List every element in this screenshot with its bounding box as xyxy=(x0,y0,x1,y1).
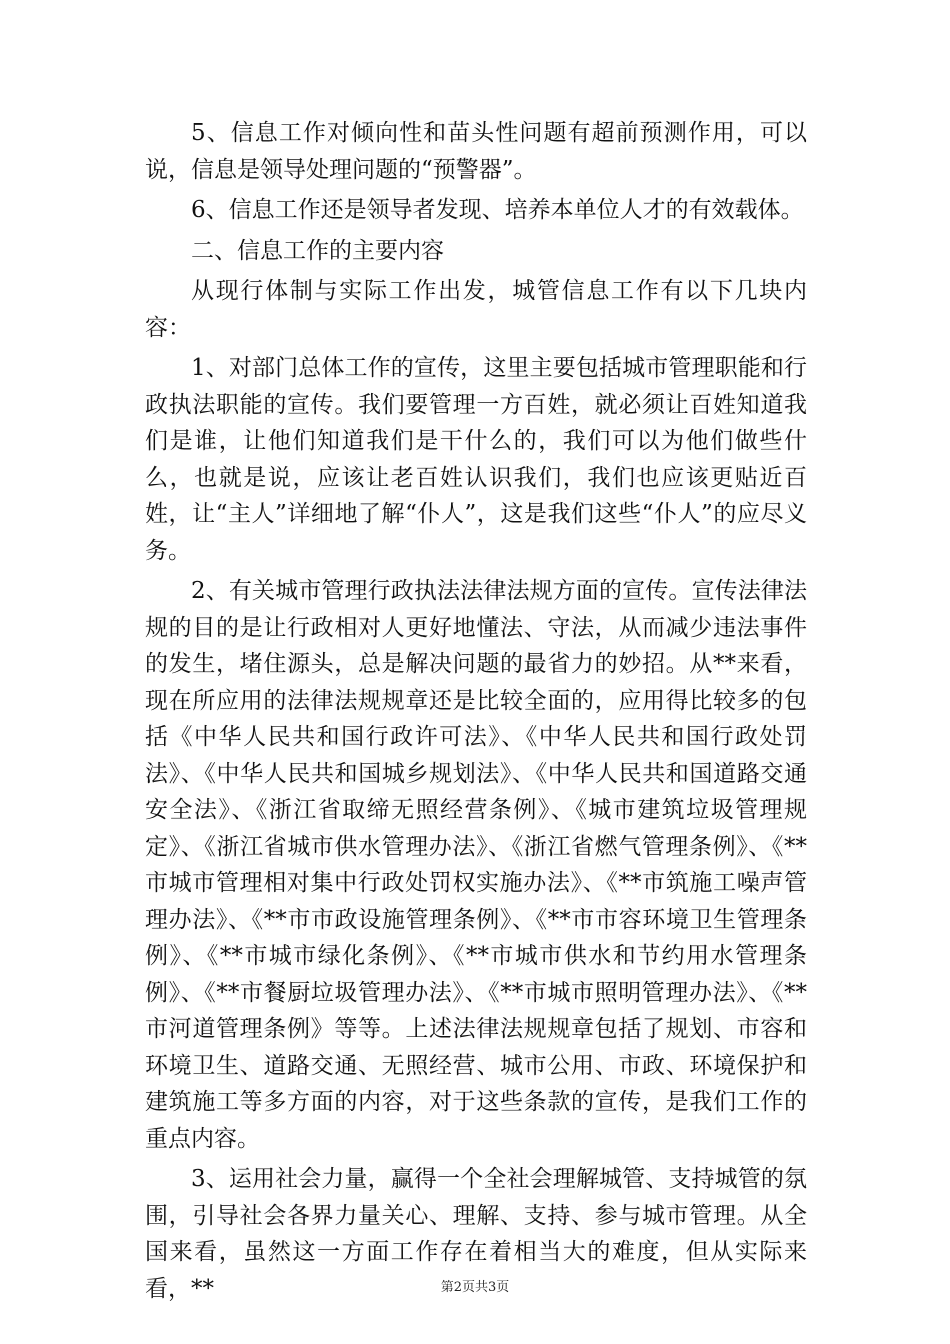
paragraph-point-3: 3、运用社会力量，赢得一个全社会理解城管、支持城管的氛围，引导社会各界力量关心、理解、支持、参与城市管理。从全国来看，虽然这一方面工作存在着相当大的难度，但从实际来看，** xyxy=(145,1166,807,1302)
paragraph-intro: 从现行体制与实际工作出发，城管信息工作有以下几块内容： xyxy=(145,278,807,341)
paragraph-item-6: 6、信息工作还是领导者发现、培养本单位人才的有效载体。 xyxy=(191,197,804,223)
paragraph-item-5: 5、信息工作对倾向性和苗头性问题有超前预测作用，可以说，信息是领导处理问题的“预警器”。 xyxy=(145,120,807,183)
document-body xyxy=(145,115,807,1307)
section-heading-main-content: 二、信息工作的主要内容 xyxy=(191,237,444,264)
page-number-footer: 第2页共3页 xyxy=(440,1280,510,1295)
paragraph-point-2: 2、有关城市管理行政执法法律法规方面的宣传。宣传法律法规的目的是让行政相对人更好地懂法、守法，从而减少违法事件的发生，堵住源头，总是解决问题的最省力的妙招。从**来看，现在所应用的法律法规规章还是比较全面的，应用得比较多的包括《中华人民共和国行政许可法》、《中华人民共和国行政处罚法》、《中华人民共和国城乡规划法》、《中华人民共和国道路交通安全法》、《浙江省取缔无照经营条例》、《城市建筑垃圾管理规定》、《浙江省城市供水管理办法》、《浙江省燃气管理条例》、《**市城市管理相对集中行政处罚权实施办法》、《**市筑施工噪声管理办法》、《**市市政设施管理条例》、《**市市容环境卫生管理条例》、《**市城市绿化条例》、《**市城市供水和节约用水管理条例》、《**市餐厨垃圾管理办法》、《**市城市照明管理办法》、《**市河道管理条例》等等。上述法律法规规章包括了规划、市容和环境卫生、道路交通、无照经营、城市公用、市政、环境保护和建筑施工等多方面的内容，对于这些条款的宣传，是我们工作的重点内容。 xyxy=(145,578,807,1152)
paragraph-point-1: 1、对部门总体工作的宣传，这里主要包括城市管理职能和行政执法职能的宣传。我们要管理一方百姓，就必须让百姓知道我们是谁，让他们知道我们是干什么的，我们可以为他们做些什么，也就是说，应该让老百姓认识我们，我们也应该更贴近百姓，让“主人”详细地了解“仆人”，这是我们这些“仆人”的应尽义务。 xyxy=(145,355,807,564)
